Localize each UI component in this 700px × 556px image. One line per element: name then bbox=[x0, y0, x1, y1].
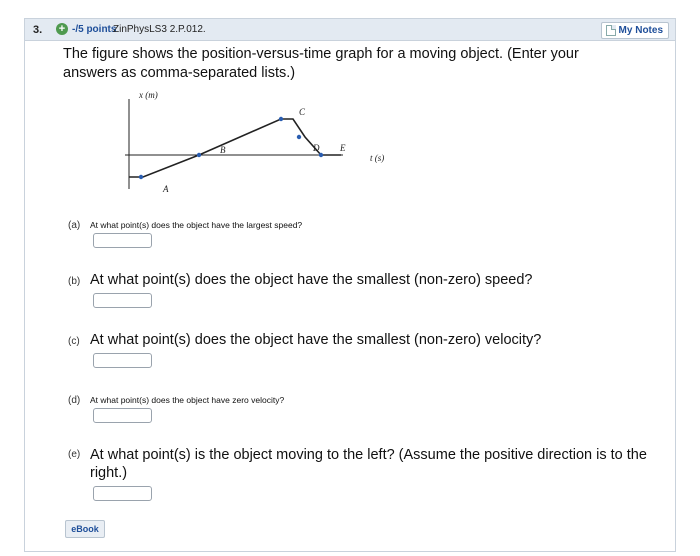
part-e bbox=[68, 446, 658, 482]
part-b-answer-input[interactable] bbox=[93, 293, 152, 308]
question-number: 3. bbox=[33, 24, 43, 36]
part-d bbox=[68, 390, 284, 408]
part-a-label: (a) bbox=[68, 220, 81, 231]
point-d-marker bbox=[297, 135, 301, 139]
my-notes-button[interactable] bbox=[601, 22, 669, 39]
question-intro: The figure shows the position-versus-time graph for a moving object. (Enter your answers as comma-separated lists.) bbox=[63, 46, 579, 81]
part-d-text: At what point(s) does the object have zero velocity? bbox=[90, 395, 285, 405]
point-a-marker bbox=[139, 175, 143, 179]
part-b-text: At what point(s) does the object have the smallest (non-zero) speed? bbox=[90, 272, 533, 288]
part-e-label: (e) bbox=[68, 449, 81, 460]
y-axis-label: x (m) bbox=[139, 90, 158, 100]
part-a-text: At what point(s) does the object have the largest speed? bbox=[90, 220, 303, 230]
points-label: -/5 points bbox=[72, 24, 117, 35]
part-e-answer-input[interactable] bbox=[93, 486, 152, 501]
point-c-marker bbox=[279, 117, 283, 121]
point-e-marker bbox=[319, 153, 323, 157]
part-b-label: (b) bbox=[68, 276, 81, 287]
question-code: ZinPhysLS3 2.P.012. bbox=[113, 24, 206, 35]
my-notes-label: My Notes bbox=[618, 25, 663, 36]
part-c-answer-input[interactable] bbox=[93, 353, 152, 368]
point-b-label: B bbox=[220, 145, 226, 155]
expand-plus-icon[interactable]: + bbox=[56, 23, 68, 35]
part-a-answer-input[interactable] bbox=[93, 233, 152, 248]
notes-icon bbox=[606, 25, 616, 36]
part-a bbox=[68, 215, 302, 233]
ebook-button[interactable]: eBook bbox=[65, 520, 105, 538]
point-a-label: A bbox=[163, 184, 169, 194]
point-c-label: C bbox=[299, 107, 306, 117]
part-c bbox=[68, 331, 541, 349]
part-d-label: (d) bbox=[68, 395, 81, 406]
position-time-graph bbox=[113, 89, 385, 199]
t-axis-label: t (s) bbox=[370, 153, 385, 163]
part-b bbox=[68, 271, 533, 289]
question-header bbox=[25, 19, 675, 41]
part-d-answer-input[interactable] bbox=[93, 408, 152, 423]
part-c-text: At what point(s) does the object have the smallest (non-zero) velocity? bbox=[90, 332, 542, 348]
point-d-label: D bbox=[313, 143, 320, 153]
position-curve bbox=[129, 119, 341, 177]
question-panel bbox=[24, 18, 676, 552]
part-e-text: At what point(s) is the object moving to the left? (Assume the positive direction is to the right.) bbox=[90, 447, 647, 481]
part-c-label: (c) bbox=[68, 336, 80, 347]
point-b-marker bbox=[197, 153, 201, 157]
point-e-label: E bbox=[340, 143, 346, 153]
